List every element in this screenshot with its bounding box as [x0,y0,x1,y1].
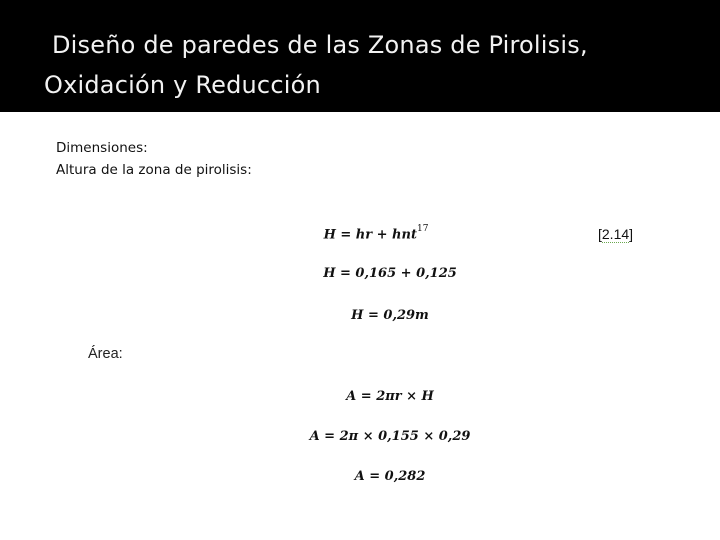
slide-title-line-1: Diseño de paredes de las Zonas de Pirolisis, [52,31,588,59]
equation-number-open: [ [598,226,602,242]
title-bar [0,0,720,112]
dimensiones-label: Dimensiones: [56,140,148,156]
slide-title-line-2: Oxidación y Reducción [44,71,321,99]
equation-citation-superscript: 17 [416,224,429,234]
equation-height-formula [324,226,429,242]
equation-height-formula-main: H = hr + hnt [323,227,417,243]
equation-area-formula: A = 2πr × H [346,389,434,404]
altura-label: Altura de la zona de pirolisis: [56,162,252,178]
equation-number-close: ] [629,226,634,242]
equation-height-result: H = 0,29m [351,308,429,323]
equation-number [598,226,633,242]
equation-height-values: H = 0,165 + 0,125 [323,266,457,281]
equation-area-result: A = 0,282 [354,469,426,484]
equation-area-values: A = 2π × 0,155 × 0,29 [309,429,471,444]
equation-number-value: 2.14 [601,226,630,242]
area-label: Área: [88,346,123,362]
